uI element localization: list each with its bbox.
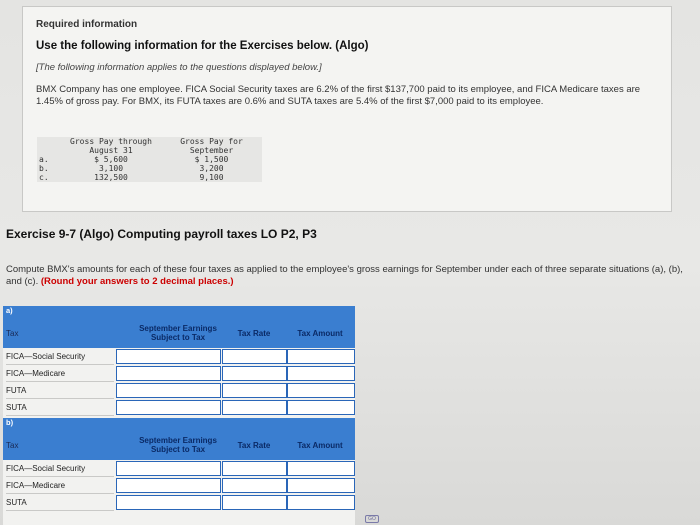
tax-amount-input[interactable] (287, 495, 355, 510)
earnings-input[interactable] (116, 478, 221, 493)
tax-rate-input[interactable] (222, 461, 287, 476)
table-row (3, 460, 355, 477)
exercise-instructions: Compute BMX's amounts for each of these four taxes as applied to the employee's gross earnings for September under each of three separate situations (a), (b), and (c). (Round your answers to 2 decimal places.) (6, 264, 683, 287)
header-tax-rate: Tax Rate (237, 328, 271, 338)
tax-rate-input[interactable] (222, 383, 287, 398)
tax-label: SUTA (6, 494, 114, 511)
tax-amount-input[interactable] (287, 478, 355, 493)
tax-rate-input[interactable] (222, 349, 287, 364)
go-icon[interactable]: GO (365, 515, 379, 523)
table-row (3, 365, 355, 382)
scenario-text: BMX Company has one employee. FICA Social Security taxes are 6.2% of the first $137,700 paid to its employee, and FICA Medicare taxes are 1.45% of gross pay. For BMX, its FUTA taxes are 0.6% and SUTA taxes are 5.4% of the first $7,000 paid to its employee. (36, 84, 641, 107)
earnings-input[interactable] (116, 461, 221, 476)
header-tax-amount: Tax Amount (297, 328, 343, 338)
tax-label: FICA—Medicare (6, 477, 114, 494)
section-label-b: b) (3, 418, 355, 430)
tax-rate-input[interactable] (222, 400, 287, 415)
earnings-input[interactable] (116, 383, 221, 398)
tax-amount-input[interactable] (287, 349, 355, 364)
section-label-a: a) (3, 306, 355, 318)
header-tax: Tax (6, 328, 19, 338)
gross-pay-row: a. $ 5,600 $ 1,500 (39, 155, 229, 164)
header-tax: Tax (6, 440, 19, 450)
header-earnings: September Earnings Subject to Tax (139, 436, 217, 454)
tax-label: FUTA (6, 382, 114, 399)
tax-label: FICA—Social Security (6, 348, 114, 365)
required-information-title: Required information (36, 19, 138, 30)
payroll-tax-grid (3, 306, 355, 525)
table-row (3, 399, 355, 416)
tax-label: FICA—Medicare (6, 365, 114, 382)
header-tax-rate: Tax Rate (237, 440, 271, 450)
tax-rate-input[interactable] (222, 366, 287, 381)
information-panel (22, 6, 672, 212)
tax-amount-input[interactable] (287, 461, 355, 476)
table-row (3, 477, 355, 494)
tax-label: SUTA (6, 399, 114, 416)
earnings-input[interactable] (116, 349, 221, 364)
col-header-september: Gross Pay for September (180, 137, 243, 155)
rounding-instruction: (Round your answers to 2 decimal places.) (40, 276, 234, 287)
tax-rate-input[interactable] (222, 478, 287, 493)
earnings-input[interactable] (116, 366, 221, 381)
tax-amount-input[interactable] (287, 400, 355, 415)
tax-rate-input[interactable] (222, 495, 287, 510)
use-following-heading: Use the following information for the Exercises below. (Algo) (36, 40, 369, 52)
header-row-a (3, 318, 355, 348)
header-row-b (3, 430, 355, 460)
tax-amount-input[interactable] (287, 366, 355, 381)
table-row (3, 494, 355, 511)
table-row (3, 348, 355, 365)
header-earnings: September Earnings Subject to Tax (139, 324, 217, 342)
table-row (3, 382, 355, 399)
exercise-title: Exercise 9-7 (Algo) Computing payroll taxes LO P2, P3 (6, 227, 317, 241)
earnings-input[interactable] (116, 400, 221, 415)
col-header-through-august: Gross Pay through August 31 (70, 137, 152, 155)
header-tax-amount: Tax Amount (297, 440, 343, 450)
tax-amount-input[interactable] (287, 383, 355, 398)
gross-pay-row: c. 132,500 9,100 (39, 173, 224, 182)
gross-pay-row: b. 3,100 3,200 (39, 164, 224, 173)
applies-note: [The following information applies to the questions displayed below.] (36, 62, 322, 73)
tax-label: FICA—Social Security (6, 460, 114, 477)
earnings-input[interactable] (116, 495, 221, 510)
gross-pay-table (37, 137, 262, 182)
